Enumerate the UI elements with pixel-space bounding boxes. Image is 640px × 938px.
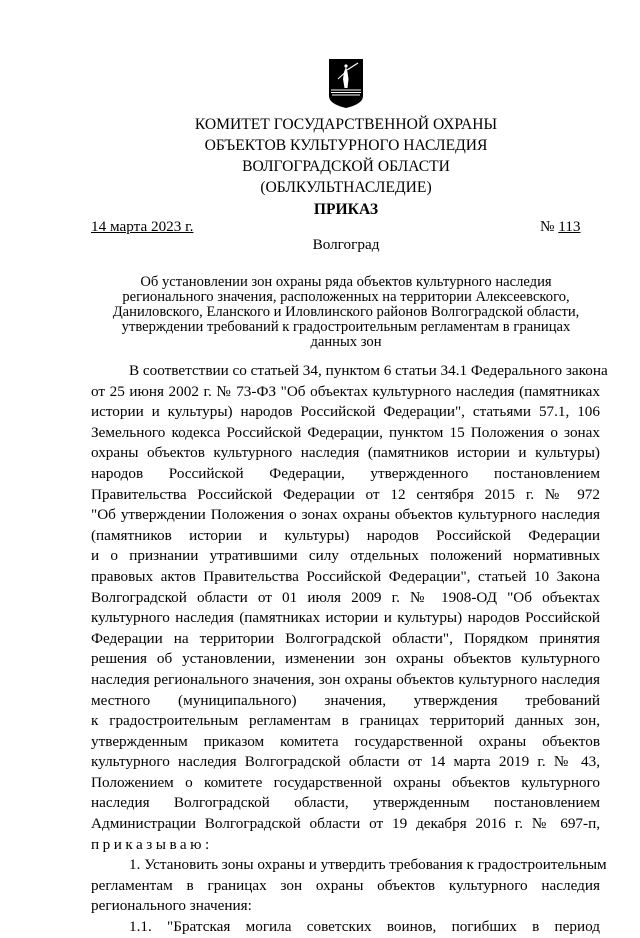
committee-line: ВОЛГОГРАДСКОЙ ОБЛАСТИ xyxy=(242,158,450,175)
body-line: регионального значения: xyxy=(91,897,252,915)
body-line: решения об установлении, изменении зон охраны объектов культурного xyxy=(91,650,600,668)
body-line: народов Российской Федерации, утвержденного постановлением xyxy=(91,464,600,482)
order-body xyxy=(91,361,608,938)
body-line: местного (муниципального) значения, утверждения требований xyxy=(91,691,600,709)
body-line: и о признании утратившими силу отдельных положений нормативных xyxy=(91,547,600,565)
body-line: Земельного кодекса Российской Федерации, пунктом 15 Положения о зонах xyxy=(91,423,600,441)
body-line: культурного наследия Волгоградской области от 14 марта 2019 г. № 43, xyxy=(91,753,600,771)
volgograd-emblem-icon xyxy=(329,59,363,108)
order-title: ПРИКАЗ xyxy=(313,201,379,218)
body-line: 1. Установить зоны охраны и утвердить требования к градостроительным xyxy=(129,856,607,874)
body-line: Положением о комитете государственной охраны объектов культурного xyxy=(91,773,600,791)
body-line: утвержденным приказом комитета государственной охраны объектов xyxy=(91,732,600,750)
order-city: Волгоград xyxy=(312,236,380,253)
body-line: 1.1. "Братская могила советских воинов, погибших в период xyxy=(129,918,600,936)
committee-line: (ОБЛКУЛЬТНАСЛЕДИЕ) xyxy=(260,179,432,196)
body-line: культурного наследия (памятниках истории и культуры) народов Российской xyxy=(91,609,600,627)
body-line: истории и культуры) народов Российской Федерации", статьями 57.1, 106 xyxy=(91,403,600,421)
subject-line: Об установлении зон охраны ряда объектов культурного наследия xyxy=(140,274,552,290)
number-sign: № xyxy=(540,218,555,235)
body-line: приказываю: xyxy=(91,835,213,853)
subject-line: Даниловского, Еланского и Иловлинского районов Волгоградской области, xyxy=(112,304,580,320)
order-subject xyxy=(112,275,580,350)
body-line: В соответствии со статьей 34, пунктом 6 статьи 34.1 Федерального закона xyxy=(129,362,608,379)
body-line: (памятников истории и культуры) народов Российской Федерации xyxy=(91,526,600,544)
subject-line: утверждении требований к градостроительным регламентам в границах xyxy=(121,319,571,335)
body-line: Федерации на территории Волгоградской области", Порядком принятия xyxy=(91,629,600,647)
subject-line: регионального значения, расположенных на территории Алексеевского, xyxy=(122,289,570,305)
committee-name xyxy=(150,114,542,198)
body-line: к градостроительным регламентам в границах территорий данных зон, xyxy=(91,712,600,730)
body-line: охраны объектов культурного наследия (памятников истории и культуры) xyxy=(91,444,600,462)
body-line: правовых актов Правительства Российской Федерации", статьей 10 Закона xyxy=(91,567,600,585)
committee-line: ОБЪЕКТОВ КУЛЬТУРНОГО НАСЛЕДИЯ xyxy=(204,137,488,154)
order-date: 14 марта 2023 г. xyxy=(91,218,194,235)
body-line: Администрации Волгоградской области от 19 декабря 2016 г. № 697-п, xyxy=(91,815,600,833)
body-line: "Об утверждении Положения о зонах охраны объектов культурного наследия xyxy=(91,506,600,524)
body-line: от 25 июня 2002 г. № 73-ФЗ "Об объектах культурного наследия (памятниках xyxy=(91,382,600,400)
order-number xyxy=(540,218,581,236)
body-line: наследия Волгоградской области, утвержденным постановлением xyxy=(91,794,600,812)
body-line: регламентам в границах зон охраны объектов культурного наследия xyxy=(91,876,600,894)
body-line: наследия регионального значения, зон охраны объектов культурного наследия xyxy=(91,670,600,688)
number-value: 113 xyxy=(558,218,581,235)
body-line: Правительства Российской Федерации от 12 сентября 2015 г. № 972 xyxy=(91,485,600,503)
subject-line: данных зон xyxy=(310,334,382,350)
body-line: Волгоградской области от 01 июля 2009 г. № 1908-ОД "Об объектах xyxy=(91,588,600,606)
committee-line: КОМИТЕТ ГОСУДАРСТВЕННОЙ ОХРАНЫ xyxy=(194,116,498,133)
